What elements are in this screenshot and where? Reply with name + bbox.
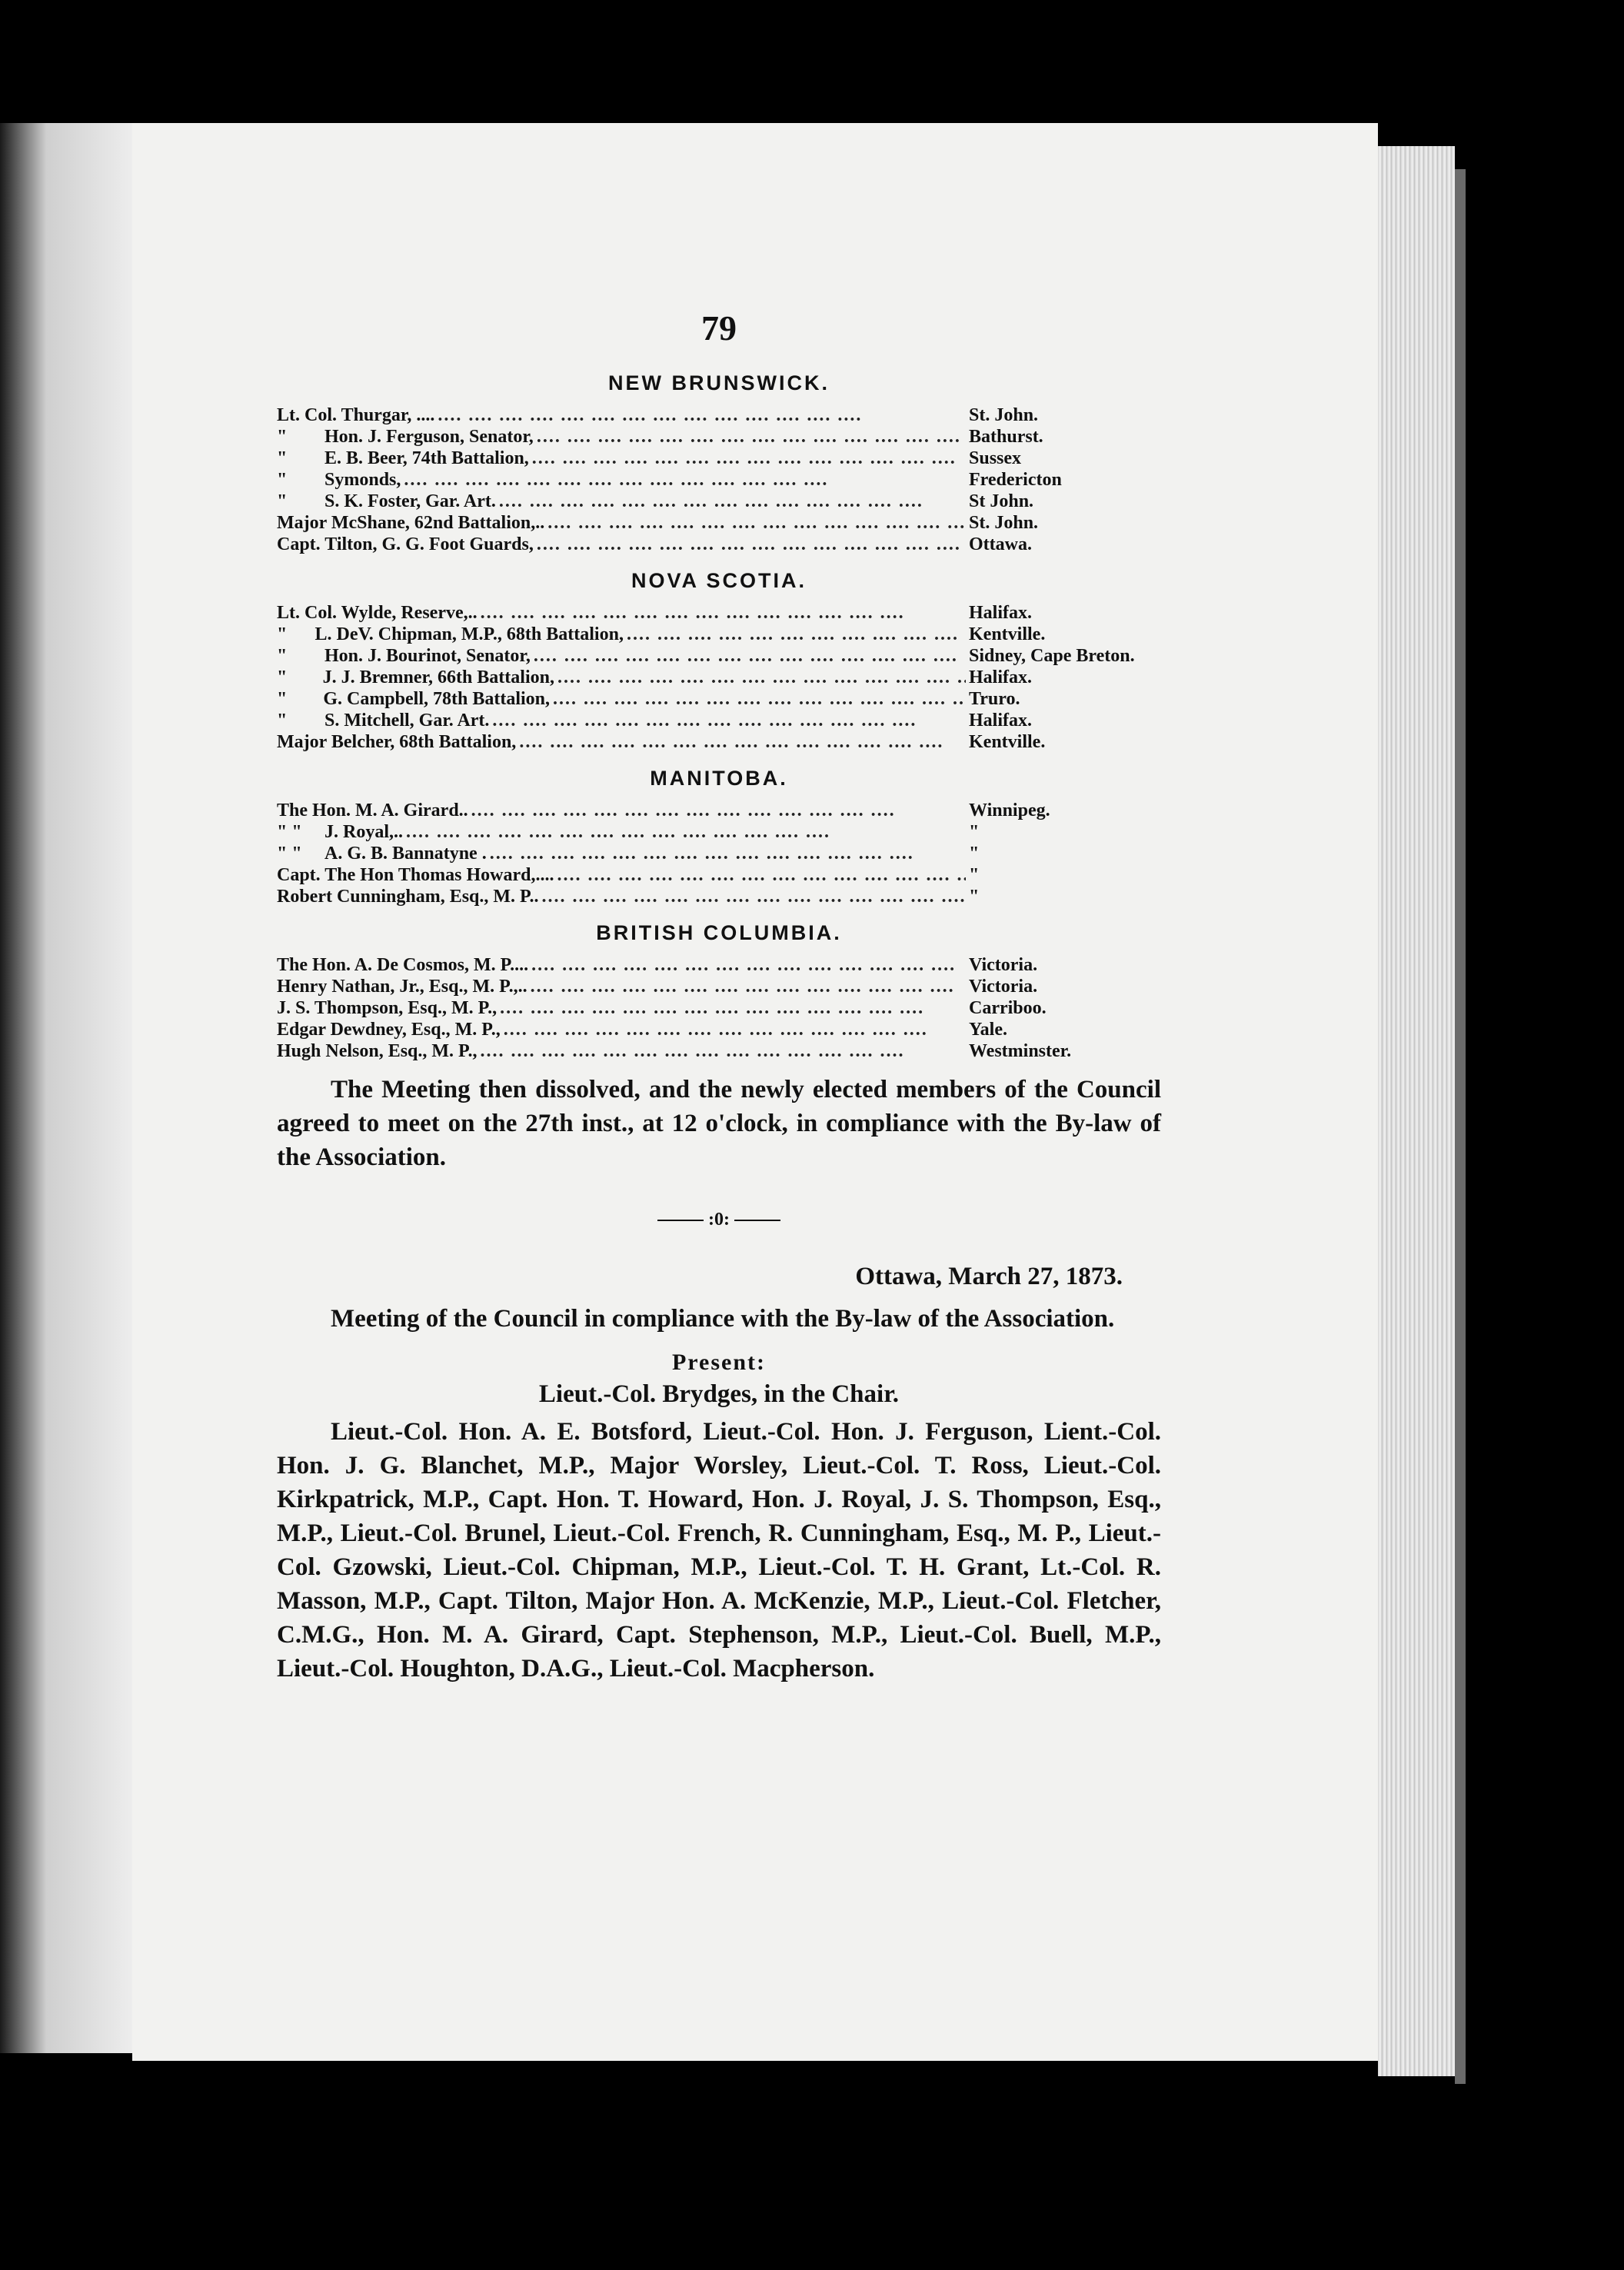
member-entry (277, 448, 1161, 469)
member-entry (277, 821, 1161, 843)
member-entry (277, 645, 1161, 667)
leader-dots (627, 624, 966, 645)
ditto-mark: " (277, 667, 288, 687)
member-name: S. K. Foster, Gar. Art. (324, 491, 496, 511)
meeting-paragraph: Meeting of the Council in compliance with the By-law of the Association. (331, 1305, 1115, 1333)
member-place: Yale. (969, 1020, 1007, 1040)
member-name: Robert Cunningham, Esq., M. P.. (277, 887, 539, 907)
attendees-paragraph: Lieut.-Col. Hon. A. E. Botsford, Lieut.-Col. Hon. J. Ferguson, Lient.-Col. Hon. J. G. Blanchet, M.P., Major Worsley, Lieut.-Col. T. Ross, Lieut.-Col. Kirkpatrick, M.P., Capt. Hon. T. Howard, Hon. J. Royal, J. S. Thompson, Esq., M.P., Lieut.-Col. Brunel, Lieut.-Col. French, R. Cunningham, Esq., M. P., Lieut.-Col. Gzowski, Lieut.-Col. Chipman, M.P., Lieut.-Col. T. H. Grant, Lt.-Col. R. Masson, M.P., Capt. Tilton, Major Hon. A. McKenzie, M.P., Lieut.-Col. Fletcher, C.M.G., Hon. M. A. Girard, Capt. Stephenson, M.P., Lieut.-Col. Buell, M.P., Lieut.-Col. Houghton, D.A.G., Lieut.-Col. Macpherson. (277, 1418, 1161, 1683)
leader-dots (438, 404, 966, 426)
section-title: BRITISH COLUMBIA. (596, 921, 842, 944)
member-entry (277, 491, 1161, 512)
member-place: Carriboo. (969, 998, 1047, 1018)
leader-dots (504, 1019, 966, 1040)
leader-dots (547, 512, 966, 534)
member-name: E. B. Beer, 74th Battalion, (324, 448, 529, 468)
member-name: Major Belcher, 68th Battalion, (277, 732, 517, 752)
member-name: Edgar Dewdney, Esq., M. P., (277, 1020, 501, 1040)
member-name: L. DeV. Chipman, M.P., 68th Battalion, (314, 624, 624, 644)
dateline: Ottawa, March 27, 1873. (855, 1263, 1123, 1290)
member-name: Lt. Col. Thurgar, .... (277, 405, 435, 425)
member-entry (277, 667, 1161, 688)
member-name: Symonds, (324, 470, 401, 490)
member-place: Ottawa. (969, 534, 1032, 554)
leader-dots (542, 886, 966, 907)
member-entry (277, 469, 1161, 491)
member-entry (277, 710, 1161, 731)
leader-dots (406, 821, 966, 843)
leader-dots (500, 997, 966, 1019)
member-name: A. G. B. Bannatyne . (324, 844, 487, 864)
leader-dots (499, 491, 966, 512)
member-name: S. Mitchell, Gar. Art. (324, 711, 490, 731)
member-place: " (969, 822, 980, 842)
leader-dots (481, 1040, 966, 1062)
member-entry (277, 997, 1161, 1019)
member-entry (277, 886, 1161, 907)
member-place: St. John. (969, 513, 1039, 533)
leader-dots (490, 843, 966, 864)
leader-dots (492, 710, 966, 731)
ditto-mark: " (277, 711, 288, 731)
member-entry (277, 1040, 1161, 1062)
member-entry (277, 976, 1161, 997)
leader-dots (553, 688, 966, 710)
member-name: Hugh Nelson, Esq., M. P., (277, 1041, 478, 1061)
member-place: Kentville. (969, 624, 1046, 644)
member-place: " (969, 844, 980, 864)
member-place: " (969, 865, 980, 885)
divider-mark: :0: (708, 1210, 730, 1230)
member-place: Halifax. (969, 711, 1032, 731)
member-entry (277, 602, 1161, 624)
ditto-mark: " (277, 470, 288, 490)
leader-dots (481, 602, 966, 624)
member-name: J. J. Bremner, 66th Battalion, (322, 667, 554, 687)
leader-dots (557, 864, 966, 886)
page-number: 79 (701, 308, 737, 348)
member-place: Truro. (969, 689, 1020, 709)
leader-dots (471, 800, 966, 821)
member-entry (277, 843, 1161, 864)
ditto-mark: " (277, 624, 288, 644)
member-name: Hon. J. Ferguson, Senator, (324, 427, 534, 447)
section-title: NOVA SCOTIA. (631, 569, 807, 592)
leader-dots (537, 426, 966, 448)
leader-dots (537, 534, 966, 555)
book-cover-edge (1455, 169, 1466, 2084)
facing-page-edge (0, 123, 132, 2053)
member-entry (277, 512, 1161, 534)
member-entry (277, 800, 1161, 821)
leader-dots (532, 448, 966, 469)
member-entry (277, 624, 1161, 645)
leader-dots (534, 645, 966, 667)
member-entry (277, 864, 1161, 886)
member-entry (277, 688, 1161, 710)
member-place: Winnipeg. (969, 800, 1050, 820)
member-place: St John. (969, 491, 1034, 511)
member-name: The Hon. M. A. Girard.. (277, 800, 468, 820)
chair-line: Lieut.-Col. Brydges, in the Chair. (538, 1380, 900, 1408)
member-name: J. S. Thompson, Esq., M. P., (277, 998, 498, 1018)
page-content (277, 308, 1161, 1686)
section-title: MANITOBA. (650, 767, 788, 790)
member-entry (277, 731, 1161, 753)
ditto-mark: " (277, 689, 288, 709)
page-stack-edge (1378, 146, 1455, 2076)
member-place: Fredericton (969, 470, 1062, 490)
member-place: Victoria. (969, 977, 1038, 997)
member-name: Hon. J. Bourinot, Senator, (324, 646, 531, 666)
member-entry (277, 426, 1161, 448)
member-lists (277, 371, 1161, 1062)
ditto-mark: " (277, 646, 288, 666)
present-heading: Present: (671, 1350, 767, 1375)
member-place: Halifax. (969, 667, 1032, 687)
member-place: Kentville. (969, 732, 1046, 752)
member-place: St. John. (969, 405, 1039, 425)
member-place: Bathurst. (969, 427, 1043, 447)
member-place: Sidney, Cape Breton. (969, 646, 1135, 666)
member-name: J. Royal,.. (324, 822, 403, 842)
member-name: Lt. Col. Wylde, Reserve,.. (277, 603, 478, 623)
ditto-mark: " " (277, 844, 302, 864)
ditto-mark: " (277, 448, 288, 468)
ditto-mark: " (277, 427, 288, 447)
member-entry (277, 534, 1161, 555)
leader-dots (404, 469, 966, 491)
member-name: Major McShane, 62nd Battalion,.. (277, 513, 545, 533)
leader-dots (519, 731, 966, 753)
ditto-mark: " (277, 491, 288, 511)
section-title: NEW BRUNSWICK. (608, 371, 830, 394)
member-name: Henry Nathan, Jr., Esq., M. P.,.. (277, 977, 527, 997)
member-place: Sussex (969, 448, 1022, 468)
member-entry (277, 954, 1161, 976)
member-name: Capt. Tilton, G. G. Foot Guards, (277, 534, 534, 554)
member-place: Westminster. (969, 1041, 1072, 1061)
member-entry (277, 1019, 1161, 1040)
leader-dots (531, 976, 966, 997)
section-divider (277, 1210, 1161, 1230)
member-place: Victoria. (969, 955, 1038, 975)
member-name: Capt. The Hon Thomas Howard,.... (277, 865, 554, 885)
closing-paragraph: The Meeting then dissolved, and the newly elected members of the Council agreed to meet on the 27th inst., at 12 o'clock, in compliance with the By-law of the Association. (277, 1076, 1161, 1171)
leader-dots (557, 667, 966, 688)
member-name: The Hon. A. De Cosmos, M. P.... (277, 955, 529, 975)
member-entry (277, 404, 1161, 426)
member-place: Halifax. (969, 603, 1032, 623)
member-name: G. Campbell, 78th Battalion, (323, 689, 551, 709)
member-place: " (969, 887, 980, 907)
ditto-mark: " " (277, 822, 302, 842)
leader-dots (531, 954, 966, 976)
